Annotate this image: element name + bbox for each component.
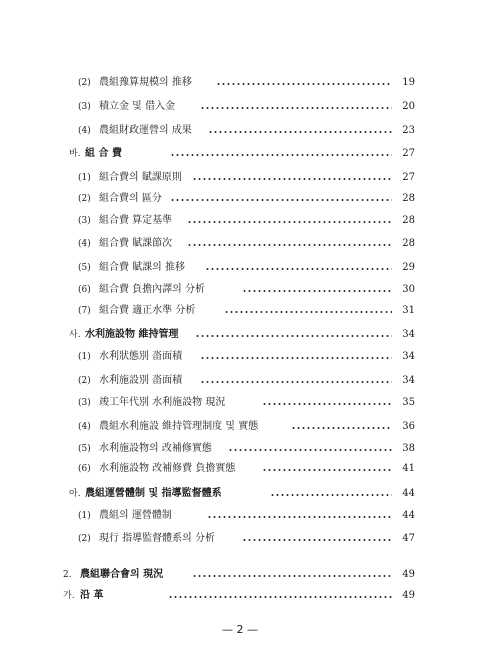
toc-entry-number: (2): [78, 376, 91, 386]
toc-entry-page: 27: [402, 172, 415, 183]
toc-entry-title: 水利施設物의 改補修實態: [99, 443, 212, 454]
toc-entry: [0, 349, 480, 365]
toc-entry-title: 沿 革: [80, 590, 104, 601]
toc-entry-page: 34: [402, 329, 415, 340]
toc-entry-title: 組合費 適正水準 分析: [99, 305, 196, 316]
toc-entry-page: 28: [402, 193, 415, 204]
toc-entry-title: 農組의 運營體制: [99, 510, 172, 521]
toc-entry: [0, 303, 480, 319]
toc-entry-title: 農組運營體制 및 指導監督體系: [85, 488, 222, 499]
toc-entry-page: 35: [402, 397, 415, 408]
toc-entry-number: (1): [78, 173, 91, 183]
toc-entry-title: 農組豫算規模의 推移: [99, 77, 192, 88]
toc-leader-dots: [195, 335, 392, 337]
toc-entry: [0, 75, 480, 91]
toc-entry-title: 組合費 賦課節次: [99, 238, 173, 249]
toc-entry-title: 水利施設別 畓面積: [99, 375, 183, 386]
toc-entry-number: (3): [78, 216, 91, 226]
toc-entry-title: 組合費의 區分: [99, 193, 162, 204]
toc-entry: [0, 146, 480, 162]
toc-leader-dots: [270, 494, 392, 496]
toc-entry-number: (6): [78, 464, 91, 474]
toc-entry-title: 組合費 賦課의 推移: [99, 262, 186, 273]
toc-entry-number: (1): [78, 511, 91, 521]
toc-leader-dots: [262, 469, 392, 471]
toc-entry-title: 組合費의 賦課原則: [99, 172, 182, 183]
toc-entry-number: 아.: [69, 489, 81, 499]
page-number-footer: — 2 —: [222, 623, 258, 636]
toc-leader-dots: [228, 449, 392, 451]
toc-entry-page: 47: [402, 533, 415, 544]
toc-entry-number: (4): [78, 422, 91, 432]
toc-entry: [0, 282, 480, 298]
toc-entry: [0, 236, 480, 252]
toc-entry-title: 農組聯合會의 現況: [80, 569, 164, 580]
toc-leader-dots: [208, 131, 392, 133]
toc-entry-title: 水利施設物 維持管理: [85, 329, 179, 340]
toc-entry-number: (2): [78, 194, 91, 204]
toc-entry-page: 44: [402, 510, 415, 521]
toc-leader-dots: [216, 83, 392, 85]
toc-leader-dots: [192, 178, 392, 180]
toc-entry-page: 29: [402, 262, 415, 273]
toc-entry-page: 28: [402, 238, 415, 249]
toc-entry-page: 36: [402, 421, 415, 432]
toc-leader-dots: [200, 381, 392, 383]
toc-entry: [0, 441, 480, 457]
toc-entry: [0, 486, 480, 502]
toc-entry-page: 41: [402, 463, 415, 474]
toc-entry: [0, 567, 480, 583]
toc-entry-page: 49: [402, 590, 415, 601]
toc-entry: [0, 260, 480, 276]
toc-entry-title: 農組水利施設 維持管理制度 및 實態: [99, 421, 259, 432]
toc-entry-number: (3): [78, 398, 91, 408]
toc-entry-title: 農組財政運營의 成果: [99, 125, 192, 136]
toc-leader-dots: [192, 575, 392, 577]
toc-leader-dots: [242, 290, 392, 292]
toc-entry-title: 組合費 算定基準: [99, 215, 173, 226]
toc-entry: [0, 588, 480, 604]
toc-leader-dots: [242, 539, 392, 541]
toc-entry-title: 現行 指導監督體系의 分析: [99, 533, 216, 544]
toc-leader-dots: [170, 154, 392, 156]
toc-leader-dots: [168, 596, 392, 598]
toc-leader-dots: [262, 403, 392, 405]
toc-entry-title: 積立金 및 借入金: [99, 101, 176, 112]
toc-entry-title: 水利狀態別 畓面積: [99, 351, 183, 362]
toc-entry-title: 組 合 費: [85, 148, 122, 159]
toc-entry: [0, 123, 480, 139]
toc-entry-title: 水利施設物 改補修費 負擔實態: [99, 463, 236, 474]
toc-entry-page: 31: [402, 305, 415, 316]
toc-leader-dots: [207, 516, 392, 518]
toc-entry: [0, 327, 480, 343]
toc-entry: [0, 191, 480, 207]
toc-leader-dots: [224, 311, 392, 313]
toc-entry-page: 23: [402, 125, 415, 136]
toc-entry-number: 가.: [63, 591, 75, 601]
toc-entry-page: 34: [402, 375, 415, 386]
toc-entry: [0, 419, 480, 435]
toc-entry: [0, 395, 480, 411]
toc-entry-number: (4): [78, 239, 91, 249]
toc-leader-dots: [170, 199, 392, 201]
toc-entry-number: (6): [78, 285, 91, 295]
toc-leader-dots: [205, 268, 392, 270]
toc-leader-dots: [200, 357, 392, 359]
toc-leader-dots: [200, 107, 392, 109]
toc-entry-number: (2): [78, 78, 91, 88]
toc-entry-page: 20: [402, 101, 415, 112]
toc-entry-title: 竣工年代別 水利施設物 現況: [99, 397, 226, 408]
toc-entry: [0, 99, 480, 115]
toc-entry: [0, 373, 480, 389]
toc-entry-page: 38: [402, 443, 415, 454]
toc-entry-title: 組合費 負擔內譯의 分析: [99, 284, 206, 295]
toc-entry-number: (5): [78, 263, 91, 273]
toc-entry-page: 44: [402, 488, 415, 499]
toc-entry-number: 2.: [63, 570, 72, 580]
toc-entry-number: (4): [78, 126, 91, 136]
toc-entry: [0, 531, 480, 547]
toc-entry-number: (1): [78, 352, 91, 362]
toc-entry-page: 27: [402, 148, 415, 159]
toc-entry-number: (2): [78, 534, 91, 544]
toc-entry-page: 19: [402, 77, 415, 88]
toc-entry-number: (7): [78, 306, 91, 316]
toc-entry-number: (5): [78, 444, 91, 454]
toc-entry-number: 바.: [69, 149, 81, 159]
toc-leader-dots: [187, 244, 392, 246]
toc-entry: [0, 213, 480, 229]
toc-entry-page: 28: [402, 215, 415, 226]
toc-leader-dots: [187, 221, 392, 223]
toc-entry-number: 사.: [69, 330, 81, 340]
toc-entry-page: 49: [402, 569, 415, 580]
toc-entry-number: (3): [78, 102, 91, 112]
toc-entry-page: 30: [402, 284, 415, 295]
toc-entry: [0, 508, 480, 524]
toc-entry: [0, 170, 480, 186]
toc-entry: [0, 461, 480, 477]
toc-entry-page: 34: [402, 351, 415, 362]
toc-leader-dots: [291, 427, 392, 429]
